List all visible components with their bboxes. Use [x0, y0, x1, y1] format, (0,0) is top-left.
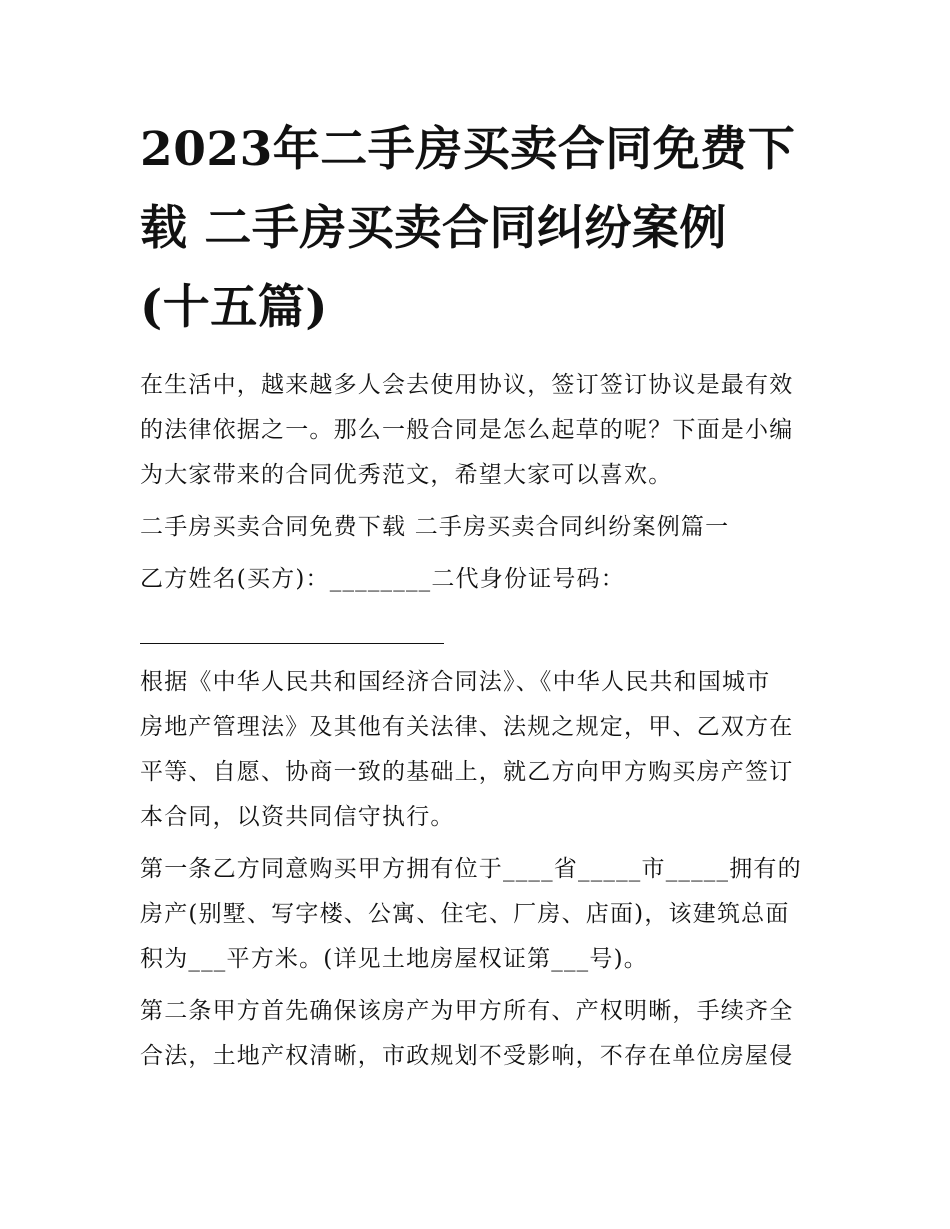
text-line: 根据《中华人民共和国经济合同法》、《中华人民共和国城市	[140, 669, 771, 695]
text-line: 本合同，以资共同信守执行。	[140, 804, 455, 830]
text-line: 为大家带来的合同优秀范文，希望大家可以喜欢。	[140, 462, 673, 488]
id-number-blank-line	[140, 609, 444, 644]
intro-paragraph	[140, 363, 820, 498]
text-line: 平等、自愿、协商一致的基础上，就乙方向甲方购买房产签订	[140, 759, 794, 785]
text-line: 二手房买卖合同免费下载 二手房买卖合同纠纷案例篇一	[140, 514, 730, 540]
article-two-paragraph	[140, 989, 820, 1079]
text-line: 在生活中，越来越多人会去使用协议，签订签订协议是最有效	[140, 372, 794, 398]
text-line: 第一条乙方同意购买甲方拥有位于____省_____市_____拥有的	[140, 856, 802, 882]
text-line: 第二条甲方首先确保该房产为甲方所有、产权明晰，手续齐全	[140, 998, 794, 1024]
article-one-paragraph	[140, 847, 820, 982]
document-page	[140, 110, 820, 1086]
title-line: 载 二手房买卖合同纠纷案例	[140, 201, 727, 256]
buyer-info-paragraph	[140, 557, 820, 602]
document-body	[140, 363, 820, 1079]
document-title	[140, 110, 820, 347]
section-heading	[140, 505, 820, 550]
title-line: 2023年二手房买卖合同免费下	[140, 122, 796, 177]
text-line: 的法律依据之一。那么一般合同是怎么起草的呢？下面是小编	[140, 417, 794, 443]
text-line: 房地产管理法》及其他有关法律、法规之规定，甲、乙双方在	[140, 714, 794, 740]
text-line: 乙方姓名(买方)：________二代身份证号码：	[140, 566, 625, 592]
text-line: 积为___平方米。(详见土地房屋权证第___号)。	[140, 946, 648, 972]
title-line: (十五篇)	[140, 280, 328, 335]
text-line: 合法，土地产权清晰，市政规划不受影响，不存在单位房屋侵	[140, 1043, 794, 1069]
text-line: 房产(别墅、写字楼、公寓、住宅、厂房、店面)，该建筑总面	[140, 901, 790, 927]
legal-basis-paragraph	[140, 660, 820, 840]
